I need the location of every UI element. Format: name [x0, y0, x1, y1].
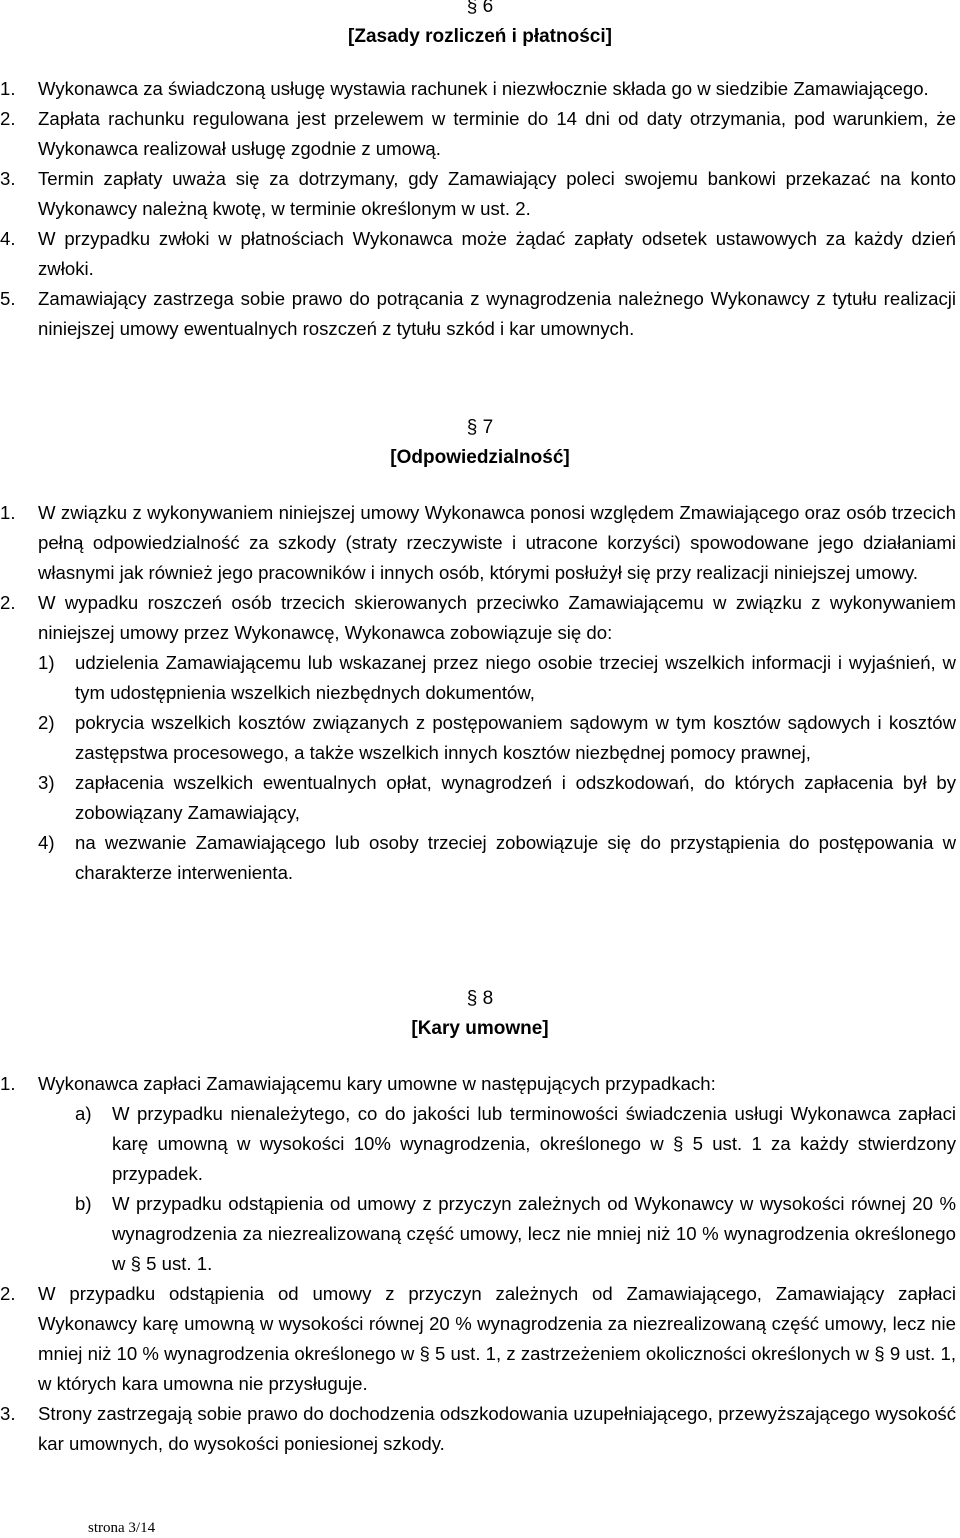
- sub-item-number: 3): [38, 772, 55, 793]
- item-text: Zamawiający zastrzega sobie prawo do potrącania z wynagrodzenia należnego Wykonawcy z tytułu realizacji niniejszej umowy ewentualnych roszczeń z tytułu szkód i kar umownych.: [38, 288, 956, 339]
- item-text: Wykonawca zapłaci Zamawiającemu kary umowne w następujących przypadkach:: [38, 1073, 716, 1094]
- sub-item-number: 4): [38, 832, 55, 853]
- item-number: 4.: [0, 228, 16, 249]
- section-heading: § 7: [466, 417, 494, 438]
- section-title: [Odpowiedzialność]: [390, 447, 570, 468]
- section-7: [0, 413, 960, 888]
- paragraph-item: [0, 224, 960, 284]
- sub-item-number: 2): [38, 712, 55, 733]
- item-text: W przypadku odstąpienia od umowy z przyczyn zależnych od Zamawiającego, Zamawiający zapłaci Wykonawcy karę umowną w wysokości równej 20 % wynagrodzenia za niezrealizowaną część umowy, lecz nie mniej niż 10 % wynagrodzenia określonego w § 5 ust. 1, z zastrzeżeniem okoliczności określonych w § 9 ust. 1, w których kara umowna nie przysługuje.: [38, 1283, 956, 1394]
- section-8: [0, 984, 960, 1459]
- sub-item-number: a): [75, 1103, 92, 1124]
- paragraph-item: [0, 498, 960, 588]
- sub-item: [0, 648, 960, 708]
- paragraph-item: [0, 74, 960, 104]
- item-text: Strony zastrzegają sobie prawo do dochodzenia odszkodowania uzupełniającego, przewyższającego wysokość kar umownych, do wysokości poniesionej szkody.: [38, 1403, 956, 1454]
- sub-item-number: 1): [38, 652, 55, 673]
- item-text: Zapłata rachunku regulowana jest przelewem w terminie do 14 dni od daty otrzymania, pod warunkiem, że Wykonawca realizował usługę zgodnie z umową.: [38, 108, 956, 159]
- section-6: [0, 0, 960, 344]
- paragraph-item: [0, 1279, 960, 1399]
- page-number: strona 3/14: [88, 1520, 156, 1536]
- sub-item: [0, 1189, 960, 1279]
- item-text: Termin zapłaty uważa się za dotrzymany, gdy Zamawiający poleci swojemu bankowi przekazać na konto Wykonawcy należną kwotę, w terminie określonym w ust. 2.: [38, 168, 956, 219]
- sub-item-text: na wezwanie Zamawiającego lub osoby trzeciej zobowiązuje się do przystąpienia do postępowania w charakterze interwenienta.: [75, 832, 956, 883]
- item-number: 2.: [0, 1283, 16, 1304]
- paragraph-item: [0, 164, 960, 224]
- section-title: [Kary umowne]: [411, 1018, 549, 1039]
- sub-item: [0, 708, 960, 768]
- item-number: 3.: [0, 168, 16, 189]
- section-title: [Zasady rozliczeń i płatności]: [348, 26, 612, 47]
- paragraph-item: [0, 284, 960, 344]
- item-text: Wykonawca za świadczoną usługę wystawia rachunek i niezwłocznie składa go w siedzibie Zamawiającego.: [38, 78, 929, 99]
- paragraph-item: [0, 104, 960, 164]
- sub-item-text: pokrycia wszelkich kosztów związanych z postępowaniem sądowym w tym kosztów sądowych i kosztów zastępstwa procesowego, a także wszelkich innych kosztów niezbędnej pomocy prawnej,: [75, 712, 956, 763]
- item-number: 1.: [0, 1073, 16, 1094]
- item-number: 1.: [0, 502, 16, 523]
- sub-item-number: b): [75, 1193, 92, 1214]
- sub-item: [0, 768, 960, 828]
- sub-item: [0, 828, 960, 888]
- item-number: 5.: [0, 288, 16, 309]
- section-heading: § 6: [466, 0, 494, 17]
- item-number: 1.: [0, 78, 16, 99]
- item-text: W przypadku zwłoki w płatnościach Wykonawca może żądać zapłaty odsetek ustawowych za każdy dzień zwłoki.: [38, 228, 956, 279]
- item-text: W wypadku roszczeń osób trzecich skierowanych przeciwko Zamawiającemu w związku z wykonywaniem niniejszej umowy przez Wykonawcę, Wykonawca zobowiązuje się do:: [38, 592, 956, 643]
- section-heading: § 8: [466, 988, 494, 1009]
- item-text: W związku z wykonywaniem niniejszej umowy Wykonawca ponosi względem Zmawiającego oraz osób trzecich pełną odpowiedzialność za szkody (straty rzeczywiste i utracone korzyści) spowodowane jego działaniami własnymi jak również jego pracowników i innych osób, którymi posłużył się przy realizacji niniejszej umowy.: [38, 502, 956, 583]
- sub-item: [0, 1099, 960, 1189]
- paragraph-item: [0, 1069, 960, 1099]
- sub-item-text: W przypadku odstąpienia od umowy z przyczyn zależnych od Wykonawcy w wysokości równej 20 % wynagrodzenia za niezrealizowaną część umowy, lecz nie mniej niż 10 % wynagrodzenia określonego w § 5 ust. 1.: [112, 1193, 956, 1274]
- sub-item-text: udzielenia Zamawiającemu lub wskazanej przez niego osobie trzeciej wszelkich informacji i wyjaśnień, w tym udostępnienia wszelkich niezbędnych dokumentów,: [75, 652, 956, 703]
- sub-item-text: W przypadku nienależytego, co do jakości lub terminowości świadczenia usługi Wykonawca zapłaci karę umowną w wysokości 10% wynagrodzenia, określonego w § 5 ust. 1 za każdy stwierdzony przypadek.: [112, 1103, 956, 1184]
- item-number: 3.: [0, 1403, 16, 1424]
- item-number: 2.: [0, 108, 16, 129]
- paragraph-item: [0, 1399, 960, 1459]
- item-number: 2.: [0, 592, 16, 613]
- sub-item-text: zapłacenia wszelkich ewentualnych opłat, wynagrodzeń i odszkodowań, do których zapłacenia był by zobowiązany Zamawiający,: [75, 772, 956, 823]
- paragraph-item: [0, 588, 960, 648]
